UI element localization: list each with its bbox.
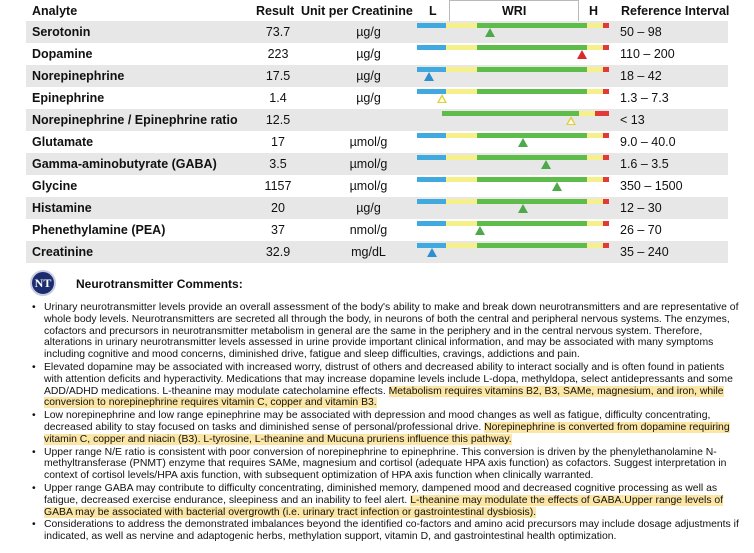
wri-segment-yellow [587,133,603,138]
reference-interval: 18 – 42 [620,69,662,83]
wri-segment-green [477,155,587,160]
wri-segment-yellow [446,45,477,50]
wri-bar [417,241,609,263]
wri-marker-icon [437,94,447,103]
table-row [26,131,728,153]
table-row [26,219,728,241]
wri-bar [417,131,609,153]
header-wri: WRI [502,4,527,18]
analyte-name: Serotonin [32,25,91,39]
table-row [26,175,728,197]
wri-segment-green [477,45,587,50]
wri-marker-icon [427,248,437,257]
comment-text: Urinary neurotransmitter levels provide an overall assessment of the body's ability to make and break down neurotransmitters and are representative of whole body levels. Neurotransmitters are secreted all through the body, in neurons of both the central and peripheral nervous systems. The enzymes, cofactors and precursors in neurotransmitter metabolism in general are the same in the periphery and in the central nervous system. Therefore, alterations in urinary neurotransmitter levels assessed in urine provide important clinical information, and may be associated with many symptoms including cognitive and mood concerns, diminished drive, fatigue and sleep difficulties, cravings, addictions and pain. [44,302,739,361]
wri-marker-icon [475,226,485,235]
results-table [26,0,728,263]
analyte-name: Gamma-aminobutyrate (GABA) [32,157,217,171]
result-value: 20 [271,201,285,215]
wri-marker-icon [518,204,528,213]
wri-segment-yellow [587,45,603,50]
wri-segment-red [603,23,609,28]
wri-segment-yellow [587,23,603,28]
wri-segment-blue [417,221,446,226]
unit-value: µg/g [356,47,381,61]
wri-marker-icon [518,138,528,147]
wri-bar [417,65,609,87]
wri-segment-yellow [446,67,477,72]
reference-interval: 110 – 200 [620,47,675,61]
header-analyte: Analyte [32,4,78,18]
unit-value: mg/dL [351,245,386,259]
wri-segment-green [477,177,587,182]
comment-text: Considerations to address the demonstrated imbalances beyond the identified co-factors and amino acid precursors may include dosage adjustments if indicated, as well as nervine and adaptogenic herbs, methylation support, vitamin D, and gastrointestinal health optimization. [44,519,739,543]
result-value: 1.4 [269,91,287,105]
wri-segment-blue [417,45,446,50]
comments-list [28,302,740,544]
reference-interval: 9.0 – 40.0 [620,135,676,149]
wri-marker-icon [541,160,551,169]
wri-segment-yellow [587,221,603,226]
analyte-name: Dopamine [32,47,93,61]
header-low: L [429,4,437,18]
result-value: 12.5 [265,113,291,127]
wri-segment-red [603,155,609,160]
wri-segment-green [477,89,587,94]
table-row [26,153,728,175]
wri-marker-icon [577,50,587,59]
comment-item [44,483,740,518]
unit-value: nmol/g [349,223,388,237]
result-value: 3.5 [269,157,287,171]
wri-segment-green [477,221,587,226]
wri-marker-icon [485,28,495,37]
analyte-name: Norepinephrine / Epinephrine ratio [32,113,238,127]
wri-segment-yellow [587,177,603,182]
wri-segment-blue [417,133,446,138]
comment-item [44,302,740,361]
table-header [26,0,728,21]
reference-interval: 350 – 1500 [620,179,683,193]
reference-interval: 12 – 30 [620,201,662,215]
wri-segment-yellow [587,67,603,72]
result-value: 73.7 [265,25,291,39]
wri-segment-blue [417,177,446,182]
wri-bar [417,109,609,131]
comment-item [44,519,740,543]
table-row [26,241,728,263]
reference-interval: < 13 [620,113,645,127]
wri-bar [417,21,609,43]
wri-segment-yellow [446,177,477,182]
wri-segment-red [603,177,609,182]
result-value: 17 [271,135,285,149]
table-row [26,87,728,109]
wri-marker-icon [552,182,562,191]
wri-segment-blue [417,23,446,28]
wri-marker-icon [566,116,576,125]
unit-value: µmol/g [349,135,388,149]
nt-logo [30,270,56,296]
analyte-name: Epinephrine [32,91,105,105]
wri-segment-green [477,243,587,248]
wri-segment-green [477,67,587,72]
table-body [26,21,728,263]
wri-segment-red [603,67,609,72]
analyte-name: Histamine [32,201,92,215]
wri-segment-yellow [446,23,477,28]
comment-highlight: Norepinephrine is converted from dopamine requiring vitamin C, copper and niacin (B3). L-tyrosine, L-theanine and Mucuna pruriens influence this pathway. [44,421,730,445]
wri-segment-yellow [587,89,603,94]
table-row [26,65,728,87]
wri-segment-yellow [446,243,477,248]
reference-interval: 1.6 – 3.5 [620,157,669,171]
wri-segment-red [603,89,609,94]
header-unit: Unit per Creatinine [301,4,413,18]
analyte-name: Creatinine [32,245,94,259]
comment-text: Upper range GABA may contribute to difficulty concentrating, diminished memory, dampened mood and decreased cognitive processing as well as fatigue, decreased exercise endurance, sleepiness and an inability to feel alert. [44,482,718,506]
wri-bar [417,197,609,219]
table-row [26,197,728,219]
analyte-name: Glutamate [32,135,94,149]
comment-text: Low norepinephrine and low range epinephrine may be associated with depression and mood changes as well as fatigue, difficulty concentrating, decreased ability to stay focused on tasks and diminished sense of personal/professional drive. [44,410,711,433]
wri-bar [417,153,609,175]
unit-value: µg/g [356,201,381,215]
wri-segment-yellow [446,89,477,94]
wri-segment-yellow [446,221,477,226]
nt-logo-text: NT [34,275,52,290]
header-reference: Reference Interval [621,4,730,18]
table-row [26,43,728,65]
wri-segment-yellow [446,155,477,160]
header-result: Result [256,4,295,18]
comment-item [44,447,740,482]
wri-segment-yellow [587,199,603,204]
wri-segment-red [603,199,609,204]
table-row [26,21,728,43]
result-value: 32.9 [265,245,291,259]
comment-text: Elevated dopamine may be associated with increased worry, distrust of others and decreased ability to interact socially and is often found in patients with attention deficits and hyperactivity. Medications that may increase dopamine levels include L-dopa, methyldopa, select antidepressants and some ADD/ADHD medications. L-theanine may modulate catecholamine effects. [44,361,733,397]
wri-segment-yellow [587,243,603,248]
reference-interval: 1.3 – 7.3 [620,91,669,105]
wri-bar [417,175,609,197]
wri-segment-yellow [587,155,603,160]
wri-marker-icon [424,72,434,81]
wri-segment-green [442,111,579,116]
unit-value: µg/g [356,25,381,39]
wri-segment-red [603,243,609,248]
comment-text: Upper range N/E ratio is consistent with poor conversion of norepinephrine to epinephrine. This conversion is driven by the phenylethanolamine N-methyltransferase (PNMT) enzyme that requires SAMe, magnesium and cortisol (adequate HPA axis function) as cofactors. Suggest interpretation in context of cortisol levels/HPA axis function, with subsequent optimization of HPA axis function when clinically warranted. [44,446,727,482]
table-row [26,109,728,131]
wri-segment-yellow [446,133,477,138]
wri-segment-yellow [579,111,595,116]
reference-interval: 35 – 240 [620,245,669,259]
reference-interval: 50 – 98 [620,25,662,39]
comment-item [44,362,740,409]
wri-segment-red [603,133,609,138]
comments-title: Neurotransmitter Comments: [76,277,243,291]
wri-bar [417,219,609,241]
result-value: 223 [267,47,289,61]
wri-bar [417,87,609,109]
wri-segment-red [595,111,609,116]
unit-value: µg/g [356,69,381,83]
comment-highlight: L-theanine may modulate the effects of GABA.Upper range levels of GABA may be associated with bacterial overgrowth (i.e. urinary tract infection or gastrointestinal dysbiosis). [44,494,724,518]
reference-interval: 26 – 70 [620,223,662,237]
comment-highlight: Metabolism requires vitamins B2, B3, SAMe, magnesium, and iron, while conversion to norepinephrine requires vitamin C, copper and vitamin B3. [44,385,724,409]
comment-item [44,410,740,445]
result-value: 37 [271,223,285,237]
analyte-name: Norepinephrine [32,69,125,83]
unit-value: µg/g [356,91,381,105]
header-high: H [589,4,599,18]
wri-segment-green [477,133,587,138]
result-value: 17.5 [265,69,291,83]
result-value: 1157 [264,179,292,193]
wri-segment-blue [417,155,446,160]
wri-segment-green [477,199,587,204]
wri-segment-red [603,45,609,50]
unit-value: µmol/g [349,179,388,193]
analyte-name: Phenethylamine (PEA) [32,223,166,237]
wri-segment-blue [417,199,446,204]
unit-value: µmol/g [349,157,388,171]
wri-segment-yellow [446,199,477,204]
analyte-name: Glycine [32,179,78,193]
wri-bar [417,43,609,65]
wri-segment-red [603,221,609,226]
